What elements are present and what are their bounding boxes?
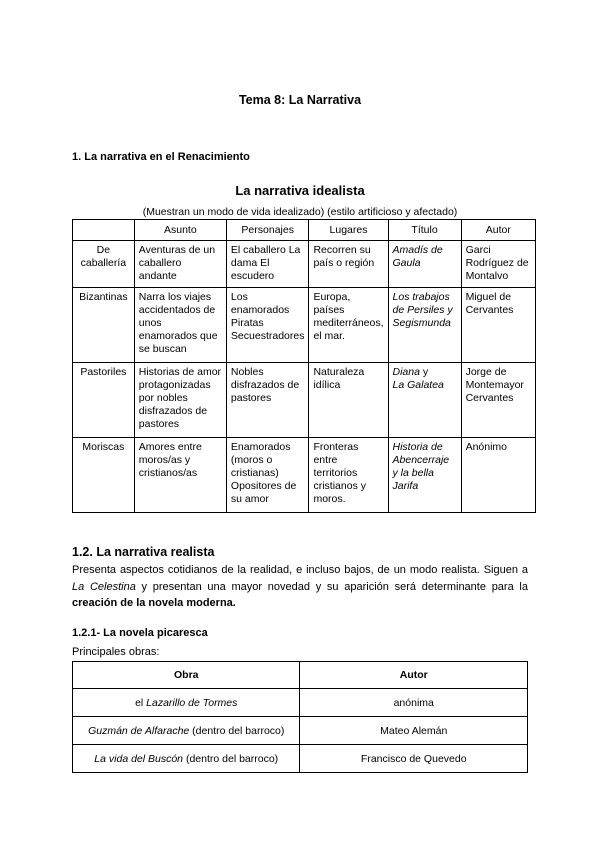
row-category: Bizantinas xyxy=(73,288,135,363)
paragraph-text-1: Presenta aspectos cotidianos de la realidad, e incluso bajos, de un modo realista. Siguen a xyxy=(72,564,528,576)
obra-suffix: (dentro del barroco) xyxy=(189,724,285,737)
cell-asunto: Amores entre moros/as y cristianos/as xyxy=(134,438,226,513)
cell-autor: Anónimo xyxy=(461,438,535,513)
cell-autor: Miguel de Cervantes xyxy=(461,288,535,363)
obra-title: Lazarillo de Tormes xyxy=(146,696,238,709)
table-row xyxy=(73,241,536,288)
realista-paragraph xyxy=(72,562,528,612)
cell-lugares: Fronteras entre territorios cristianos y moros. xyxy=(309,438,388,513)
cell-lugares: Recorren su país o región xyxy=(309,241,388,288)
cell-autor: Francisco de Quevedo xyxy=(300,745,528,773)
paragraph-bold: creación de la novela moderna. xyxy=(72,597,236,609)
cell-asunto: Aventuras de un caballero andante xyxy=(134,241,226,288)
titulo-connector: y xyxy=(419,366,429,378)
cell-autor: Jorge de Montemayor Cervantes xyxy=(461,363,535,438)
section-heading-1-2-1: 1.2.1- La novela picaresca xyxy=(72,627,208,639)
cell-personajes: Enamorados (moros o cristianas) Opositores de su amor xyxy=(226,438,309,513)
table-row xyxy=(73,689,528,717)
table-header-autor: Autor xyxy=(461,220,535,241)
titulo-diana: Diana xyxy=(392,366,420,378)
table-row xyxy=(73,288,536,363)
table-header-obra: Obra xyxy=(73,662,300,689)
paragraph-text-2: y presentan una mayor novedad y su aparición será determinante para la xyxy=(135,580,528,593)
table-header-titulo: Título xyxy=(388,220,461,241)
obra-prefix: el xyxy=(135,696,147,709)
picaresca-table xyxy=(72,661,528,773)
cell-lugares: Europa, países mediterráneos, el mar. xyxy=(309,288,388,363)
table-header-lugares: Lugares xyxy=(309,220,388,241)
table-row xyxy=(73,438,536,513)
cell-titulo: Los trabajos de Persiles y Segismunda xyxy=(388,288,461,363)
cell-obra xyxy=(73,717,300,745)
row-category: Moriscas xyxy=(73,438,135,513)
narrativa-idealista-table xyxy=(72,219,536,513)
titulo-galatea: La Galatea xyxy=(392,379,444,391)
cell-titulo: Historia de Abencerraje y la bella Jarifa xyxy=(388,438,461,513)
cell-personajes: Nobles disfrazados de pastores xyxy=(226,363,309,438)
obra-title: Guzmán de Alfarache xyxy=(88,724,190,737)
section-heading-1-2: 1.2. La narrativa realista xyxy=(72,545,215,559)
table-header-personajes: Personajes xyxy=(226,220,309,241)
cell-lugares: Naturaleza idílica xyxy=(309,363,388,438)
table-row xyxy=(73,745,528,773)
cell-autor: anónima xyxy=(300,689,528,717)
row-category: Pastoriles xyxy=(73,363,135,438)
table-subtitle: (Muestran un modo de vida idealizado) (estilo artificioso y afectado) xyxy=(142,206,458,218)
table-row xyxy=(73,363,536,438)
table-row xyxy=(73,717,528,745)
cell-personajes: El caballero La dama El escudero xyxy=(226,241,309,288)
cell-personajes: Los enamorados Piratas Secuestradores xyxy=(226,288,309,363)
paragraph-italic: La Celestina xyxy=(72,580,136,593)
cell-autor: Mateo Alemán xyxy=(300,717,528,745)
obras-label: Principales obras: xyxy=(72,646,160,658)
cell-titulo: Amadís de Gaula xyxy=(388,241,461,288)
cell-obra xyxy=(73,689,300,717)
obra-suffix: (dentro del barroco) xyxy=(183,752,279,765)
cell-obra xyxy=(73,745,300,773)
section-heading-1: 1. La narrativa en el Renacimiento xyxy=(72,151,250,163)
table-header-empty xyxy=(73,220,135,241)
cell-titulo xyxy=(388,363,461,438)
cell-autor: Garci Rodríguez de Montalvo xyxy=(461,241,535,288)
table-header-autor: Autor xyxy=(300,662,528,689)
row-category: De caballería xyxy=(73,241,135,288)
cell-asunto: Historias de amor protagonizadas por nobles disfrazados de pastores xyxy=(134,363,226,438)
page-title: Tema 8: La Narrativa xyxy=(238,93,362,107)
obra-title: La vida del Buscón xyxy=(94,752,184,765)
table-title: La narrativa idealista xyxy=(235,183,365,198)
table-header-asunto: Asunto xyxy=(134,220,226,241)
cell-asunto: Narra los viajes accidentados de unos enamorados que se buscan xyxy=(134,288,226,363)
